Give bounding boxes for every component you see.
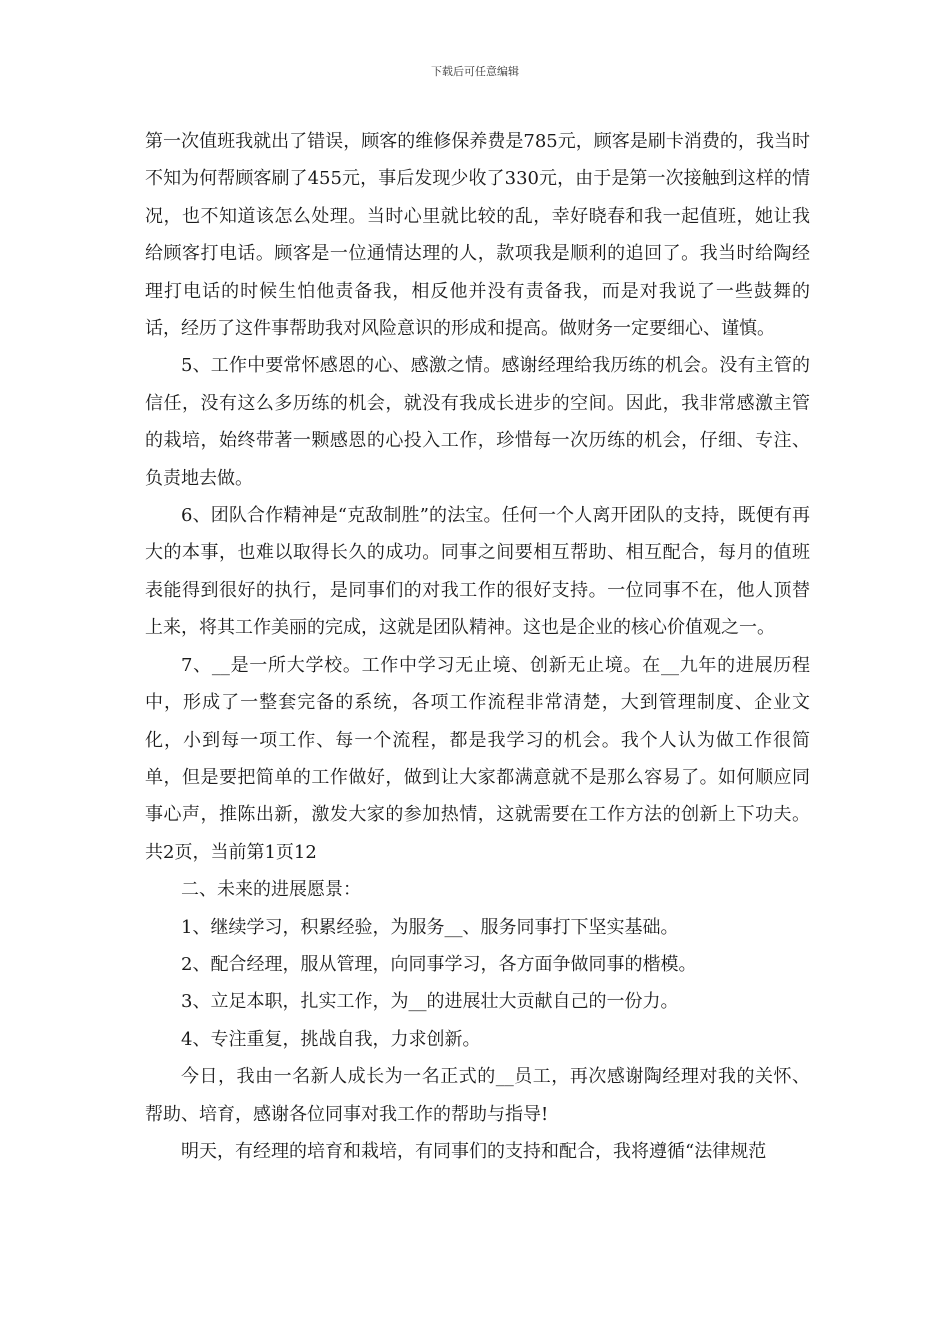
list-item-vision-4: 4、专注重复，挑战自我，力求创新。 [181, 1028, 481, 1050]
document-body [145, 123, 810, 1170]
section-heading-vision: 二、未来的进展愿景： [181, 879, 361, 901]
paragraph-gratitude: 5、工作中要常怀感恩的心、感激之情。感谢经理给我历练的机会。没有主管的信任，没有这么多历练的机会，就没有我成长进步的空间。因此，我非常感激主管的栽培，始终带著一颗感恩的心投入工作，珍惜每一次历练的机会，仔细、专注、负责地去做。 [145, 355, 810, 489]
list-item-vision-3: 3、立足本职，扎实工作，为__的进展壮大贡献自己的一份力。 [181, 991, 679, 1013]
paragraph-error-story: 第一次值班我就出了错误，顾客的维修保养费是785元，顾客是刷卡消费的，我当时不知为何帮顾客刷了455元，事后发现少收了330元，由于是第一次接触到这样的情况，也不知道该怎么处理。当时心里就比较的乱，幸好晓春和我一起值班，她让我给顾客打电话。顾客是一位通情达理的人，款项我是顺利的追回了。我当时给陶经理打电话的时候生怕他责备我，相反他并没有责备我，而是对我说了一些鼓舞的话，经历了这件事帮助我对风险意识的形成和提高。做财务一定要细心、谨慎。 [145, 131, 810, 340]
paragraph-teamwork: 6、团队合作精神是“克敌制胜”的法宝。任何一个人离开团队的支持，既便有再大的本事，也难以取得长久的成功。同事之间要相互帮助、相互配合，每月的值班表能得到很好的执行，是同事们的对我工作的很好支持。一位同事不在，他人顶替上来，将其工作美丽的完成，这就是团队精神。这也是企业的核心价值观之一。 [145, 505, 810, 639]
list-item-vision-2: 2、配合经理，服从管理，向同事学习，各方面争做同事的楷模。 [181, 953, 697, 975]
paragraph-thanks: 今日，我由一名新人成长为一名正式的__员工，再次感谢陶经理对我的关怀、帮助、培育，感谢各位同事对我工作的帮助与指导! [145, 1066, 810, 1125]
paragraph-learning: 7、__是一所大学校。工作中学习无止境、创新无止境。在__九年的进展历程中，形成了一整套完备的系统，各项工作流程非常清楚，大到管理制度、企业文化，小到每一项工作、每一个流程，都是我学习的机会。我个人认为做工作很简单，但是要把简单的工作做好，做到让大家都满意就不是那么容易了。如何顺应同事心声，推陈出新，激发大家的参加热情，这就需要在工作方法的创新上下功夫。共2页，当前第1页12 [145, 654, 810, 863]
paragraph-tomorrow: 明天，有经理的培育和栽培，有同事们的支持和配合，我将遵循“法律规范 [181, 1140, 767, 1162]
list-item-vision-1: 1、继续学习，积累经验，为服务__、服务同事打下坚实基础。 [181, 916, 679, 938]
page-header: 下载后可任意编辑 [431, 65, 519, 78]
